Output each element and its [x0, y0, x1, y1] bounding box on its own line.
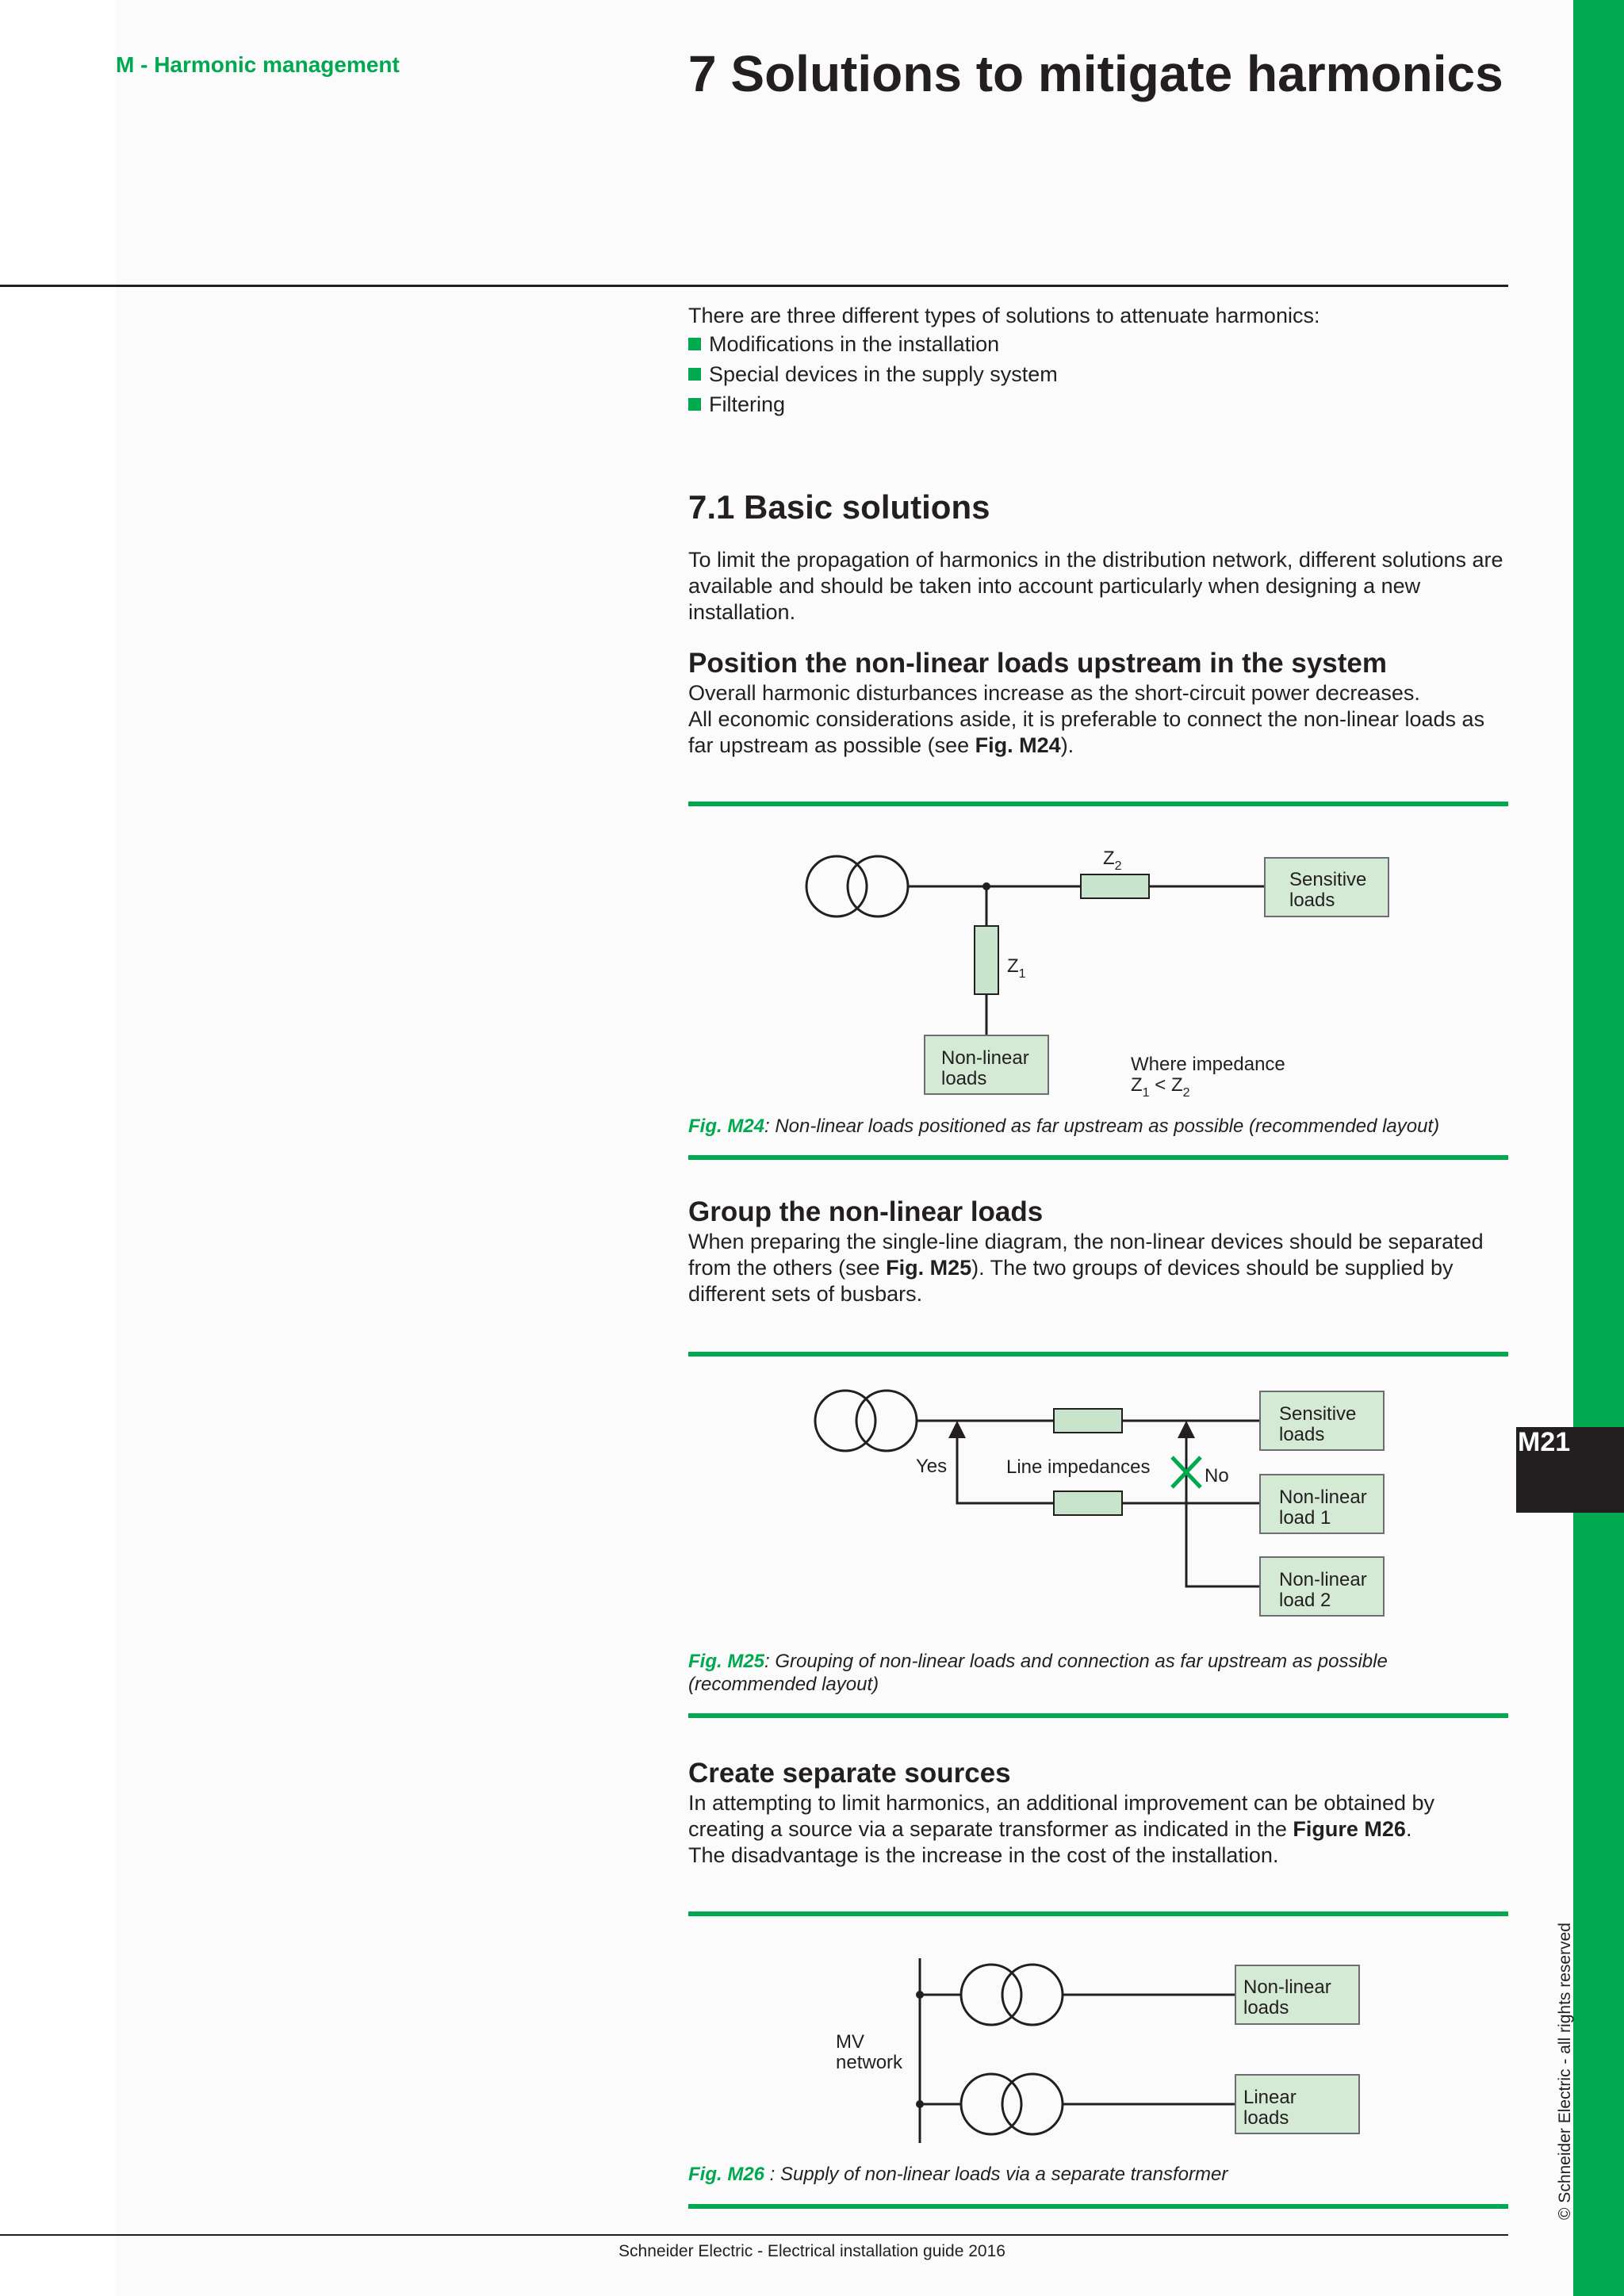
figure-reference: Figure M26	[1293, 1817, 1406, 1841]
footer-text: Schneider Electric - Electrical installation guide 2016	[619, 2242, 1005, 2260]
subsection-title: Group the non-linear loads	[688, 1196, 1044, 1227]
box-label: loads	[1243, 2107, 1289, 2129]
caption-ref: Fig. M24	[688, 1115, 765, 1137]
text-run: .	[1405, 1817, 1412, 1841]
box-label: loads	[1243, 1997, 1289, 2019]
intro-text: There are three different types of solutions to attenuate harmonics:	[688, 304, 1320, 327]
bullet-text: Special devices in the supply system	[709, 362, 1058, 386]
caption-text: : Supply of non-linear loads via a separate transformer	[764, 2164, 1228, 2185]
figure-reference: Fig. M25	[886, 1256, 972, 1280]
line-impedances-label: Line impedances	[1006, 1456, 1151, 1478]
z2-label: $Z_2$	[1103, 848, 1122, 873]
transformer-coil-icon	[1002, 1965, 1063, 2025]
box-label: Non-linear	[1279, 1487, 1367, 1508]
text-run: ). The two groups of devices should be supplied by different sets of busbars.	[688, 1256, 1454, 1306]
mv-label: network	[836, 2052, 903, 2073]
text-run: All economic considerations aside, it is preferable to connect the non-linear loads as far upstream as possible (see	[688, 707, 1485, 757]
caption-text: : Non-linear loads positioned as far upstream as possible (recommended layout)	[764, 1115, 1440, 1137]
condition-formula: $Z_1 < Z_2$	[1131, 1074, 1190, 1100]
figure-bottom-rule	[688, 2204, 1508, 2209]
box-label: Sensitive	[1279, 1403, 1357, 1425]
yes-label: Yes	[916, 1456, 948, 1477]
bullet-text: Filtering	[709, 392, 786, 416]
copyright-notice: © Schneider Electric - all rights reserved	[1556, 1923, 1574, 2220]
subsection-title: Create separate sources	[688, 1758, 1011, 1789]
condition-text: Where impedance	[1131, 1054, 1285, 1075]
mv-label: MV	[836, 2031, 864, 2053]
box-label: load 1	[1279, 1507, 1331, 1529]
caption-ref: Fig. M25	[688, 1651, 765, 1672]
chapter-title: 7 Solutions to mitigate harmonics	[688, 45, 1503, 102]
text-run: ).	[1060, 733, 1074, 757]
box-label: Non-linear	[941, 1047, 1029, 1069]
caption-text: : Grouping of non-linear loads and connection as far upstream as possible (recommended layout)	[688, 1651, 1388, 1695]
box-label: Linear	[1243, 2087, 1297, 2108]
box-label: Non-linear	[1243, 1976, 1331, 1998]
junction-dot	[916, 1991, 924, 1999]
transformer-coil-icon	[1002, 2074, 1063, 2134]
text-run: When preparing the single-line diagram, the non-linear devices should be separated from the others (see	[688, 1230, 1484, 1280]
box-label: Non-linear	[1279, 1569, 1367, 1590]
caption-ref: Fig. M26	[688, 2164, 765, 2185]
section-text: To limit the propagation of harmonics in the distribution network, different solutions are available and should be taken into account particularly when designing a new installation.	[688, 548, 1503, 624]
separate-line2: The disadvantage is the increase in the cost of the installation.	[688, 1843, 1279, 1867]
section-label: M - Harmonic management	[116, 52, 400, 77]
box-label: loads	[1279, 1424, 1325, 1445]
page-number: M21	[1518, 1427, 1571, 1457]
box-label: loads	[1289, 890, 1335, 911]
text-run: In attempting to limit harmonics, an additional improvement can be obtained by creating a source via a separate transformer as indicated in the	[688, 1791, 1435, 1841]
box-label: load 2	[1279, 1590, 1331, 1611]
bullet-text: Modifications in the installation	[709, 332, 1000, 356]
figure-caption	[688, 2163, 1508, 2186]
z1-label: $Z_1$	[1007, 955, 1026, 981]
subsection-title: Position the non-linear loads upstream in the system	[688, 648, 1387, 679]
box-label: Sensitive	[1289, 869, 1367, 890]
no-label: No	[1205, 1465, 1229, 1487]
section-title: 7.1 Basic solutions	[688, 488, 990, 526]
position-line1: Overall harmonic disturbances increase as the short-circuit power decreases.	[688, 681, 1420, 705]
footer-rule	[0, 2234, 1508, 2236]
figure-reference: Fig. M24	[975, 733, 1061, 757]
box-label: loads	[941, 1068, 987, 1089]
junction-dot	[916, 2100, 924, 2108]
